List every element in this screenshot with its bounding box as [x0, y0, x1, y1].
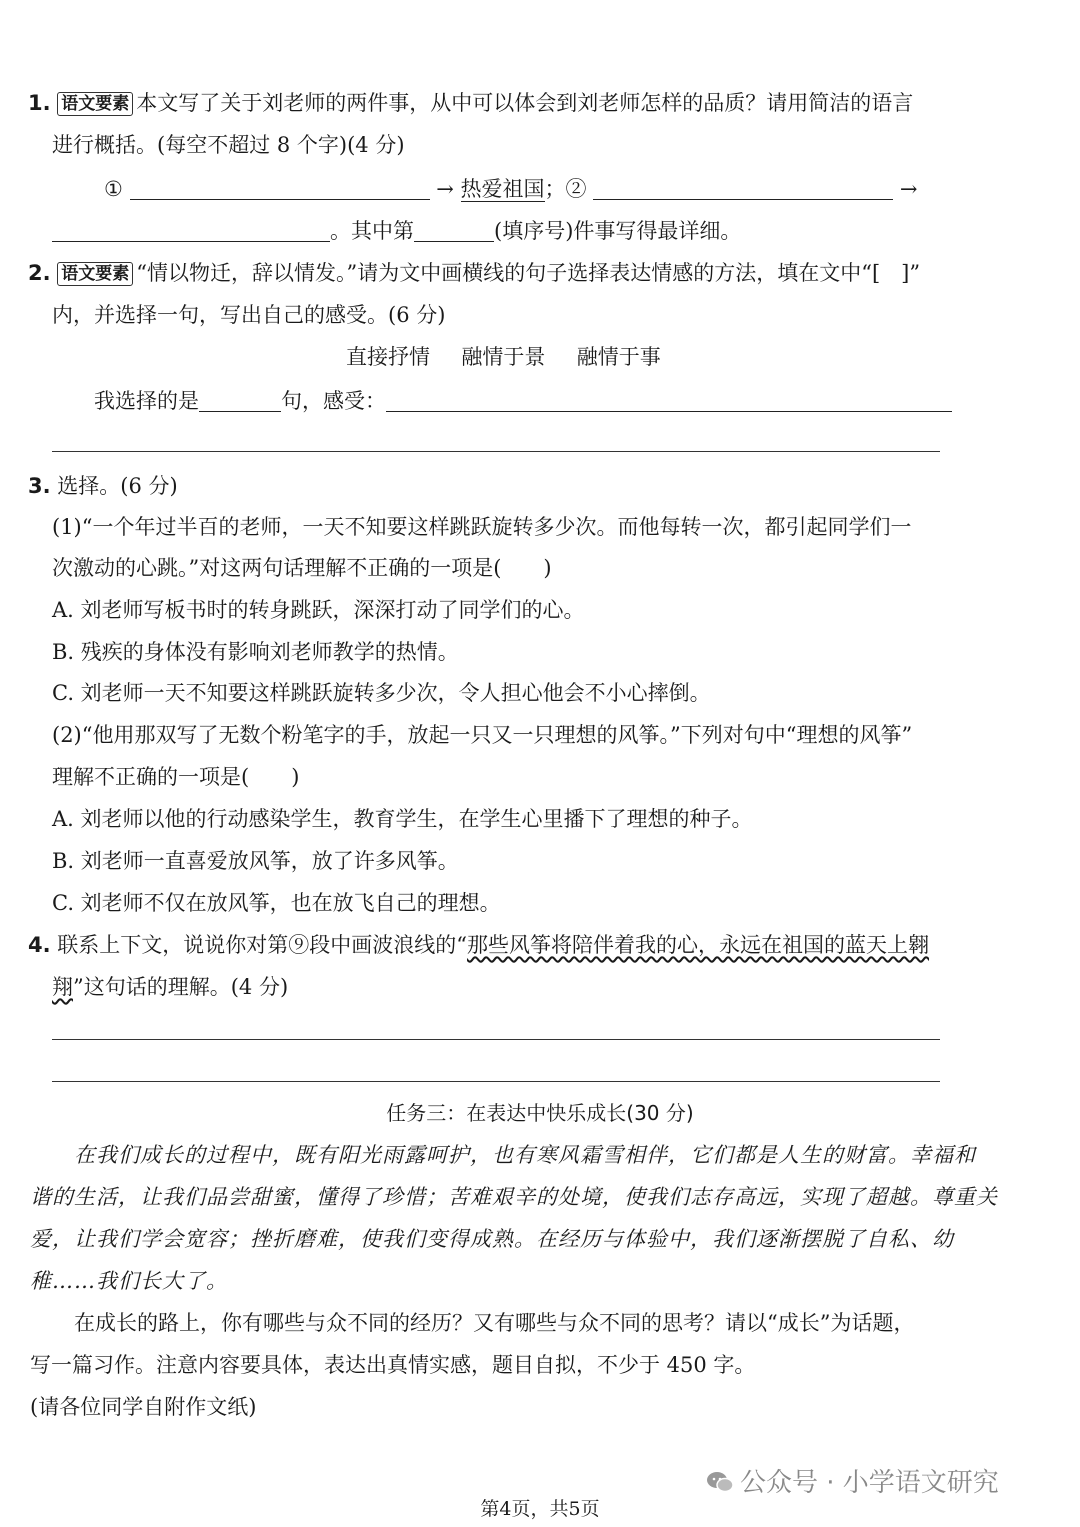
- task3-p1-line: 稚……我们长大了。: [30, 1269, 228, 1293]
- q1-line2: 进行概括。(每空不超过 8 个字)(4 分): [52, 133, 405, 157]
- q3-s1-line1: (1)“一个年过半百的老师，一天不知要这样跳跃旋转多少次。而他每转一次，都引起同学们一: [52, 515, 912, 539]
- q2-number: 2.: [28, 261, 51, 285]
- q2-line2: 内，并选择一句，写出自己的感受。(6 分): [52, 303, 446, 327]
- task3-title: 任务三：在表达中快乐成长(30 分): [386, 1101, 694, 1125]
- q1-blank-order[interactable]: [414, 219, 494, 242]
- q2-blank-sentence[interactable]: [199, 389, 281, 412]
- q2-line1: 2. 语文要素 “情以物迁，辞以情发。”请为文中画横线的句子选择表达情感的方法，填在文中“[ ]”: [28, 261, 921, 285]
- q1-number: 1.: [28, 91, 51, 115]
- q4-answer-line-2[interactable]: [52, 1081, 940, 1082]
- q1-tag: 语文要素: [57, 92, 133, 116]
- q2-methods: [346, 344, 661, 370]
- q3-s1-option-b: B. 残疾的身体没有影响刘老师教学的热情。: [52, 640, 459, 664]
- q3-s2-line2: 理解不正确的一项是( ): [52, 765, 300, 789]
- q4-line1: 4. 联系上下文，说说你对第⑨段中画波浪线的“那些风筝将陪伴着我的心，永远在祖国的蓝天上翱: [28, 933, 930, 957]
- q3-s2-option-a: A. 刘老师以他的行动感染学生，教育学生，在学生心里播下了理想的种子。: [52, 807, 753, 831]
- q2-method: 融情于景: [461, 345, 546, 369]
- q1-line4: 。其中第 (填序号)件事写得最详细。: [52, 218, 741, 244]
- task3-p1-line: 爱，让我们学会宽容；挫折磨难，使我们变得成熟。在经历与体验中，我们逐渐摆脱了自私、幼: [30, 1227, 954, 1251]
- task3-p1-line: 谐的生活，让我们品尝甜蜜，懂得了珍惜；苦难艰辛的处境，使我们志存高远，实现了超越。尊重关: [30, 1185, 998, 1209]
- arrow-icon: →: [899, 177, 918, 201]
- q4-number: 4.: [28, 933, 51, 957]
- q1-line1: 1. 语文要素 本文写了关于刘老师的两件事，从中可以体会到刘老师怎样的品质？请用简洁的语言: [28, 91, 914, 115]
- arrow-icon: →: [436, 177, 454, 201]
- task3-p2-line: 在成长的路上，你有哪些与众不同的经历？又有哪些与众不同的思考？请以“成长”为话题，: [74, 1311, 915, 1335]
- q3-header: 3. 选择。(6 分): [28, 474, 178, 498]
- q1-answer-row: ① → 热爱祖国；② →: [104, 177, 918, 201]
- q2-method: 融情于事: [576, 345, 661, 369]
- q4-answer-line-1[interactable]: [52, 1039, 940, 1040]
- q2-blank-feeling[interactable]: [386, 389, 952, 412]
- watermark: 公众号 · 小学语文研究: [706, 1462, 999, 1499]
- page-footer: 第4页，共5页: [480, 1498, 600, 1520]
- q4-line2: 翔”这句话的理解。(4 分): [52, 975, 289, 999]
- q3-s2-option-c: C. 刘老师不仅在放风筝，也在放飞自己的理想。: [52, 891, 501, 915]
- q2-tag: 语文要素: [57, 262, 133, 286]
- q3-s1-option-a: A. 刘老师写板书时的转身跳跃，深深打动了同学们的心。: [52, 598, 585, 622]
- q3-number: 3.: [28, 474, 51, 498]
- q3-s1-option-c: C. 刘老师一天不知要这样跳跃旋转多少次，令人担心他会不小心摔倒。: [52, 681, 711, 705]
- q3-s2-line1: (2)“他用那双写了无数个粉笔字的手，放起一只又一只理想的风筝。”下列对句中“理想的风筝”: [52, 723, 913, 747]
- wechat-icon: [706, 1470, 734, 1494]
- q1-blank-2[interactable]: [593, 177, 893, 200]
- q1-blank-1[interactable]: [130, 177, 430, 200]
- q2-answer-line[interactable]: [52, 451, 940, 452]
- q3-s2-option-b: B. 刘老师一直喜爱放风筝，放了许多风筝。: [52, 849, 459, 873]
- task3-note: (请各位同学自附作文纸): [30, 1395, 257, 1419]
- q2-method: 直接抒情: [346, 345, 430, 369]
- q3-s1-line2: 次激动的心跳。”对这两句话理解不正确的一项是( ): [52, 556, 552, 580]
- task3-p1-line: 在我们成长的过程中，既有阳光雨露呵护，也有寒风霜雪相伴，它们都是人生的财富。幸福和: [74, 1143, 976, 1167]
- q2-prompt: 我选择的是 句，感受：: [94, 388, 952, 414]
- q1-given-answer: 热爱祖国: [460, 177, 545, 201]
- q1-blank-3[interactable]: [52, 219, 330, 242]
- task3-p2-line: 写一篇习作。注意内容要具体，表达出真情实感，题目自拟，不少于 450 字。: [30, 1353, 756, 1377]
